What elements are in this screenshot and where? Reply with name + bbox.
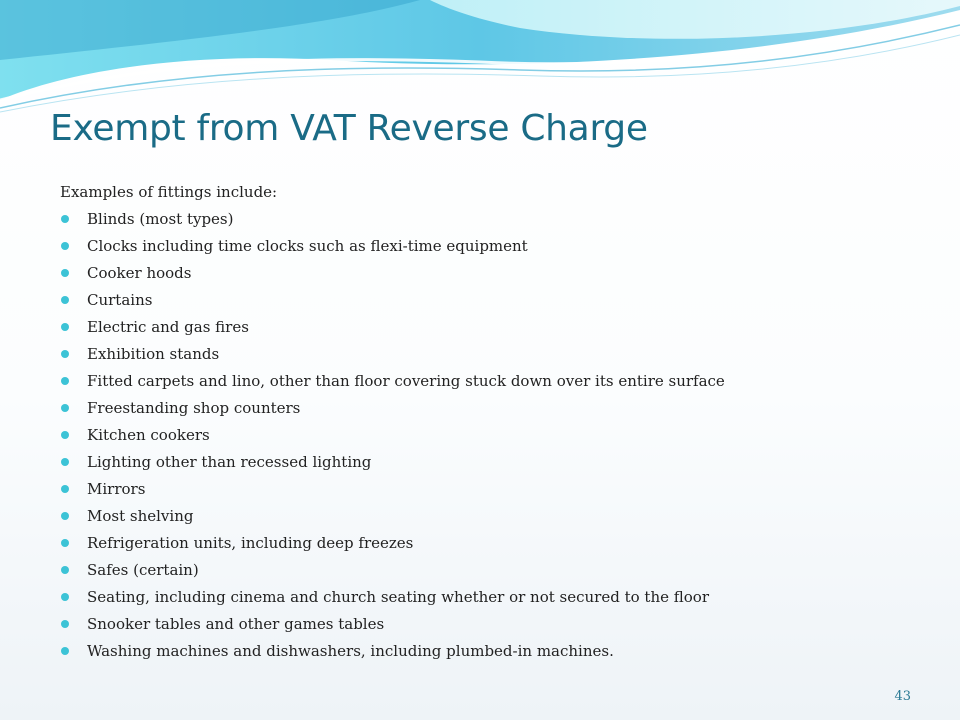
list-item-text: Safes (certain) — [87, 561, 199, 579]
bullet-icon — [61, 242, 69, 250]
list-item-text: Lighting other than recessed lighting — [87, 453, 372, 471]
list-item-text: Electric and gas fires — [87, 318, 249, 336]
list-item — [60, 345, 930, 372]
list-item — [60, 237, 930, 264]
list-item — [60, 561, 930, 588]
list-item — [60, 453, 930, 480]
list-item — [60, 399, 930, 426]
list-item-text: Kitchen cookers — [87, 426, 210, 444]
list-item-text: Snooker tables and other games tables — [87, 615, 385, 633]
bullet-icon — [61, 458, 69, 466]
list-item-text: Exhibition stands — [87, 345, 220, 363]
list-item-text: Cooker hoods — [87, 264, 192, 282]
fittings-list — [60, 210, 930, 669]
bullet-icon — [61, 215, 69, 223]
intro-text: Examples of fittings include: — [60, 183, 278, 201]
bullet-icon — [61, 620, 69, 628]
list-item — [60, 507, 930, 534]
bullet-icon — [61, 485, 69, 493]
list-item — [60, 291, 930, 318]
bullet-icon — [61, 296, 69, 304]
list-item-text: Seating, including cinema and church seating whether or not secured to the floor — [87, 588, 709, 606]
bullet-icon — [61, 404, 69, 412]
list-item-text: Refrigeration units, including deep freezes — [87, 534, 414, 552]
list-item — [60, 318, 930, 345]
list-item-text: Freestanding shop counters — [87, 399, 301, 417]
list-item — [60, 480, 930, 507]
list-item — [60, 264, 930, 291]
list-item — [60, 210, 930, 237]
list-item — [60, 615, 930, 642]
bullet-icon — [61, 431, 69, 439]
list-item-text: Mirrors — [87, 480, 146, 498]
list-item-text: Clocks including time clocks such as flexi-time equipment — [87, 237, 528, 255]
bullet-icon — [61, 539, 69, 547]
bullet-icon — [61, 377, 69, 385]
slide-content — [60, 183, 930, 669]
page-number: 43 — [894, 689, 911, 704]
list-item — [60, 534, 930, 561]
bullet-icon — [61, 593, 69, 601]
bullet-icon — [61, 350, 69, 358]
bullet-icon — [61, 512, 69, 520]
list-item — [60, 642, 930, 669]
bullet-icon — [61, 566, 69, 574]
list-item-text: Most shelving — [87, 507, 194, 525]
bullet-icon — [61, 647, 69, 655]
decorative-wave-header — [0, 0, 960, 120]
bullet-icon — [61, 269, 69, 277]
list-item-text: Fitted carpets and lino, other than floor covering stuck down over its entire surface — [87, 372, 725, 390]
list-item — [60, 588, 930, 615]
list-item-text: Washing machines and dishwashers, including plumbed-in machines. — [87, 642, 614, 660]
list-item-text: Curtains — [87, 291, 153, 309]
list-item — [60, 372, 930, 399]
bullet-icon — [61, 323, 69, 331]
slide-title: Exempt from VAT Reverse Charge — [50, 108, 648, 149]
list-item — [60, 426, 930, 453]
list-item-text: Blinds (most types) — [87, 210, 234, 228]
